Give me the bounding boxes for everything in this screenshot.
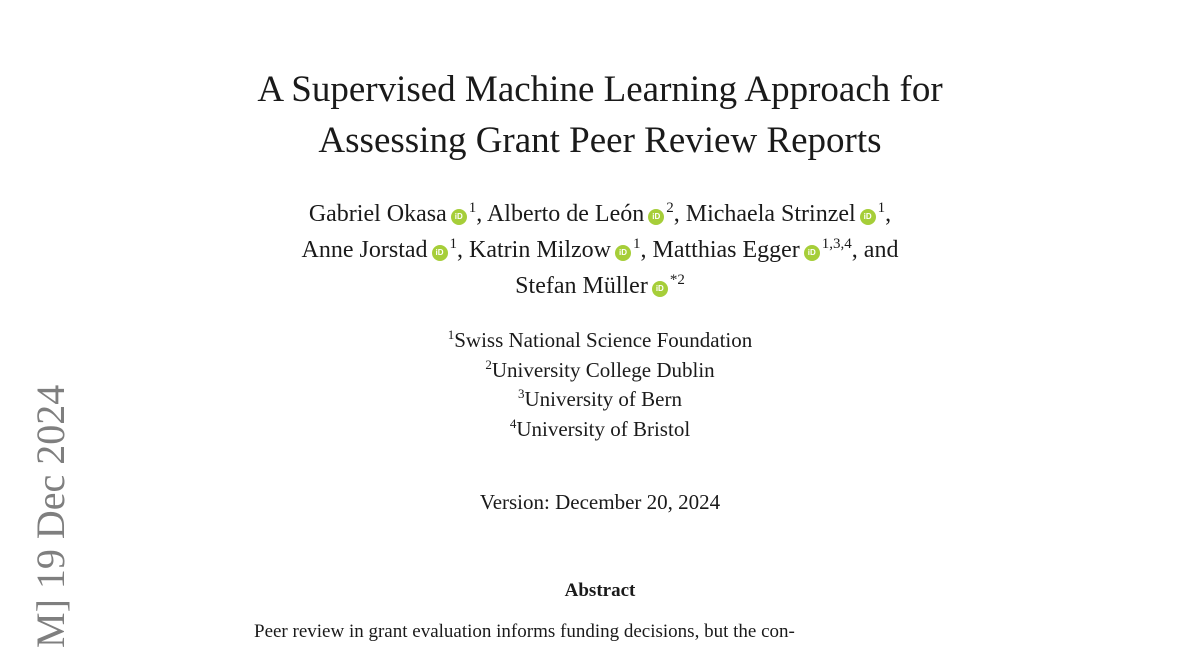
affiliation-marker: 3 xyxy=(518,386,525,401)
author-name: Stefan Müller xyxy=(515,273,648,299)
author-affiliation-marker: *2 xyxy=(669,272,685,288)
abstract-heading: Abstract xyxy=(564,580,636,601)
author-affiliation-marker: 1 xyxy=(877,200,886,216)
orcid-icon[interactable]: iD xyxy=(860,209,876,225)
title-line-2: Assessing Grant Peer Review Reports xyxy=(318,120,882,161)
author-affiliation-marker: 2 xyxy=(666,200,674,216)
orcid-icon[interactable]: iD xyxy=(432,245,448,261)
author-affiliation-marker: 1 xyxy=(468,200,477,216)
affiliation-name: University College Dublin xyxy=(491,357,715,382)
affiliation-marker: 1 xyxy=(447,327,455,342)
abstract-text: Peer review in grant evaluation informs funding decisions, but the con- xyxy=(254,621,795,642)
author-affiliation-marker: 1 xyxy=(449,236,458,252)
affiliation-item xyxy=(0,415,1200,445)
affiliation-item xyxy=(0,385,1200,415)
author-name: Alberto de León xyxy=(486,201,645,227)
author-separator: , and xyxy=(851,237,899,263)
author-separator: , xyxy=(673,201,680,227)
author-separator: , xyxy=(640,237,647,263)
affiliation-item xyxy=(0,356,1200,386)
orcid-icon[interactable]: iD xyxy=(648,209,664,225)
author-list xyxy=(0,196,1200,304)
author-separator: , xyxy=(885,201,892,227)
author-line-2 xyxy=(0,232,1200,268)
affiliation-name: University of Bristol xyxy=(516,416,691,441)
author-name: Katrin Milzow xyxy=(469,237,611,263)
orcid-icon[interactable]: iD xyxy=(652,281,668,297)
paper-title xyxy=(0,64,1200,166)
affiliation-marker: 4 xyxy=(509,415,517,431)
author-line-3 xyxy=(0,268,1200,304)
affiliation-name: Swiss National Science Foundation xyxy=(454,328,753,352)
author-name: Anne Jorstad xyxy=(301,237,428,263)
affiliation-marker: 2 xyxy=(485,356,492,372)
orcid-icon[interactable]: iD xyxy=(451,209,467,225)
author-name: Matthias Egger xyxy=(652,237,800,263)
title-line-1: A Supervised Machine Learning Approach for xyxy=(257,69,943,110)
author-name: Michaela Strinzel xyxy=(685,201,856,227)
author-separator: , xyxy=(457,237,464,263)
affiliation-name: University of Bern xyxy=(524,387,682,411)
author-affiliation-marker: 1,3,4 xyxy=(821,236,852,252)
affiliation-item xyxy=(0,326,1200,356)
author-affiliation-marker: 1 xyxy=(633,236,641,252)
author-name: Gabriel Okasa xyxy=(308,201,447,227)
orcid-icon[interactable]: iD xyxy=(804,245,820,261)
author-line-1 xyxy=(0,196,1200,232)
affiliation-list xyxy=(0,326,1200,444)
arxiv-side-stamp: M] 19 Dec 2024 xyxy=(28,384,73,648)
version-date: Version: December 20, 2024 xyxy=(479,490,721,514)
orcid-icon[interactable]: iD xyxy=(615,245,631,261)
author-separator: , xyxy=(476,201,483,227)
